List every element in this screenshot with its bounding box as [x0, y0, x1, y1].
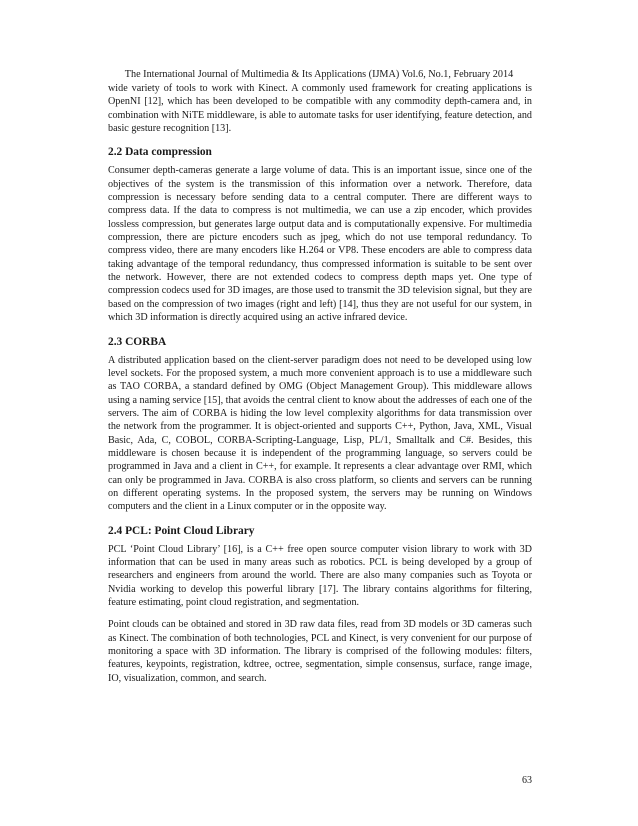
pcl-paragraph-1: PCL ‘Point Cloud Library’ [16], is a C++ free open source computer vision library to work with 3D information that can be used in many areas such as robotics. PCL is being developed by a group of researchers and engineers from around the world. There are also many companies such as Toyota or Nvidia working to develop this powerful library [17]. The library contains algorithms for filtering, feature estimating, point cloud registration, and segmentation.: [108, 543, 532, 608]
intro-paragraph: wide variety of tools to work with Kinect. A commonly used framework for creating applications is OpenNI [12], which has been developed to be compatible with any commodity depth-camera and, in combination with NiTE middleware, is able to automate tasks for user identifying, feature detection, and basic gesture recognition [13].: [108, 83, 532, 135]
page-number: 63: [522, 775, 532, 786]
corba-paragraph: A distributed application based on the client-server paradigm does not need to be developed using low level sockets. For the proposed system, a much more convenient approach is to use a middleware such as TAO CORBA, a standard defined by OMG (Object Management Group). This middleware allows using a naming service [15], that avoids the central client to know about the addresses of each one of the servers. The aim of CORBA is hiding the low level complexity algorithms for data transmission over the network from the programmer. It is object-oriented and supports C++, Python, Java, XML, Visual Basic, Ada, C, COBOL, CORBA-Scripting-Language, Lisp, PL/1, Smalltalk and C#. Besides, this middleware is chosen because it is independent of the programming language, so servers could be programmed in Java and a client in C++, for example. It represents a clear advantage over RMI, which can only be programmed in Java. CORBA is also cross platform, so clients and servers can be running on different operating systems. In the proposed system, the servers may be running on Windows computers and the client in a Linux computer or in the opposite way.: [108, 354, 532, 513]
article-body: [108, 82, 532, 694]
pcl-paragraph-2: Point clouds can be obtained and stored in 3D raw data files, read from 3D models or 3D cameras such as Kinect. The combination of both technologies, PCL and Kinect, is very convenient for our purpose of monitoring a space with 3D information. The library is comprised of the following modules: filters, features, keypoints, registration, kdtree, octree, segmentation, simple consensus, surface, range image, IO, visualization, common, and search.: [108, 619, 532, 684]
section-heading-corba: 2.3 CORBA: [108, 335, 167, 348]
section-heading-pcl: 2.4 PCL: Point Cloud Library: [108, 524, 255, 537]
data-compression-paragraph: Consumer depth-cameras generate a large volume of data. This is an important issue, since one of the objectives of the system is the transmission of this information over a network. Therefore, data compression is necessary before sending data to a central computer. There are different ways to compress data. If the data to compress is not multimedia, we can use a zip encoder, which provides lossless compression, but generates large output data and is computationally expensive. For multimedia compression, there are picture encoders such as jpeg, which do not use temporal redundancy. To compress video, there are many encoders like H.264 or VP8. These encoders are able to compress data taking advantage of the temporal redundancy, thus compressed information is suitable to be sent over the network. However, there are not extended codecs to compress depth maps yet. One type of compression codecs used for 3D images, are those used to transmit the 3D television signal, but they are based on the compression of two images (right and left) [14], thus they are not useful for our system, in which 3D information is directly acquired using an active infrared device.: [108, 165, 532, 324]
running-header: The International Journal of Multimedia & Its Applications (IJMA) Vol.6, No.1, February 2014: [124, 69, 514, 80]
section-heading-data-compression: 2.2 Data compression: [108, 146, 212, 159]
